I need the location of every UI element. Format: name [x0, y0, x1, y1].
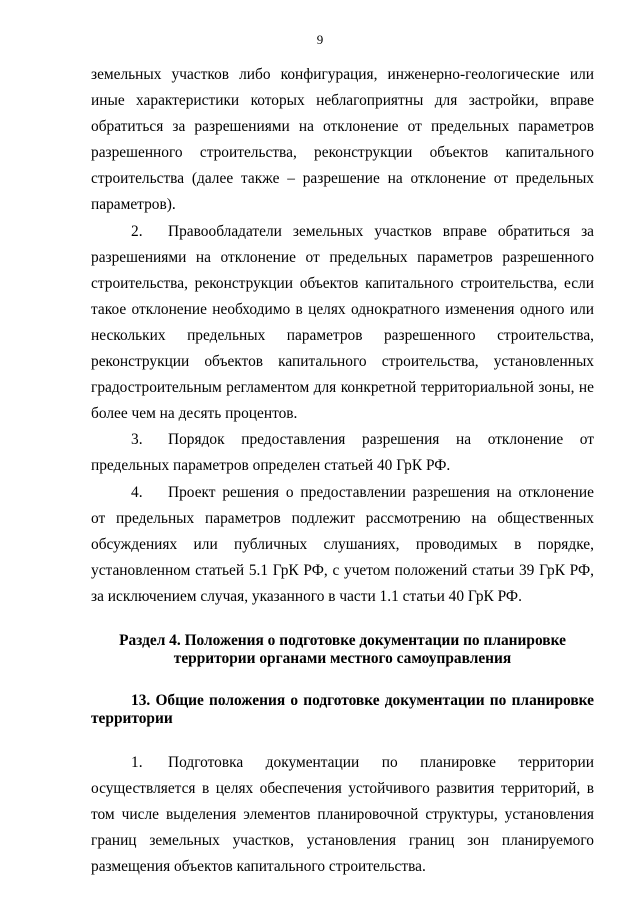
- subsection-heading: 13. Общие положения о подготовке документации по планировке территории: [91, 691, 594, 727]
- section-heading-line1: Раздел 4. Положения о подготовке документации по планировке: [119, 631, 566, 649]
- item-number: 3.: [131, 431, 143, 449]
- list-item: [91, 480, 594, 610]
- list-item: [91, 750, 594, 880]
- list-item: [91, 427, 594, 479]
- spacer: [91, 668, 594, 692]
- item-text: Правообладатели земельных участков вправе обратиться за разрешениями на отклонение от предельных параметров разрешенного строительства, реконструкции объектов капитального строительства, если такое отклонение необходимо в целях однократного изменения одного или нескольких предельных параметров разрешенного строительства, реконструкции объектов капитального строительства, установленных градостроительным регламентом для конкретной территориальной зоны, не более чем на десять процентов.: [91, 222, 594, 423]
- spacer: [91, 728, 594, 750]
- section-heading-line2: территории органами местного самоуправления: [173, 649, 512, 667]
- item-number: 2.: [131, 222, 143, 240]
- page-content: [91, 62, 594, 880]
- item-text: Подготовка документации по планировке территории осуществляется в целях обеспечения устойчивого развития территорий, в том числе выделения элементов планировочной структуры, установления границ земельных участков, установления границ зон планируемого размещения объектов капитального строительства.: [91, 753, 594, 876]
- page-number: 9: [316, 32, 324, 47]
- item-text: Порядок предоставления разрешения на отклонение от предельных параметров определен статьей 40 ГрК РФ.: [91, 431, 594, 475]
- item-number: 1.: [131, 753, 143, 771]
- spacer: [91, 610, 594, 632]
- item-text: Проект решения о предоставлении разрешения на отклонение от предельных параметров подлежит рассмотрению на общественных обсуждениях или публичных слушаниях, проводимых в порядке, установленном статьей 5.1 ГрК РФ, с учетом положений статьи 39 ГрК РФ, за исключением случая, указанного в части 1.1 статьи 40 ГрК РФ.: [91, 483, 594, 605]
- section-heading: [91, 632, 594, 668]
- continuation-paragraph: земельных участков либо конфигурация, инженерно-геологические или иные характеристики которых неблагоприятны для застройки, вправе обратиться за разрешениями на отклонение от предельных параметров разрешенного строительства, реконструкции объектов капитального строительства (далее также – разрешение на отклонение от предельных параметров).: [91, 66, 594, 214]
- list-item: [91, 219, 594, 428]
- item-number: 4.: [131, 483, 143, 501]
